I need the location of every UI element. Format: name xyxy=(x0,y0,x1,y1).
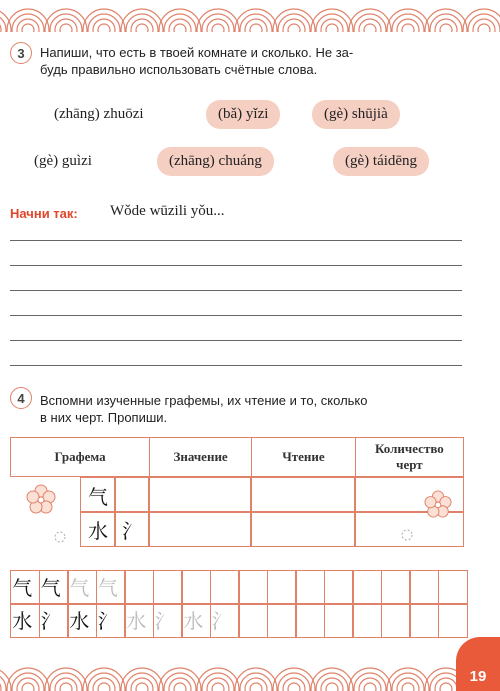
practice-cell[interactable] xyxy=(238,570,268,605)
task-4-instruction-line2: в них черт. Пропиши. xyxy=(40,410,168,425)
practice-cell[interactable] xyxy=(238,603,268,638)
practice-cell[interactable] xyxy=(153,570,183,605)
meaning-cell[interactable] xyxy=(148,477,252,513)
grapheme-char: 水 xyxy=(88,518,108,543)
dotted-circle-icon xyxy=(400,528,414,542)
practice-cell[interactable] xyxy=(352,570,382,605)
measure-word: (gè) táidēng xyxy=(333,147,429,176)
writing-line[interactable] xyxy=(10,290,462,291)
practice-glyph: 氵 xyxy=(40,609,61,633)
reading-cell[interactable] xyxy=(250,511,356,547)
task-4-number: 4 xyxy=(10,387,32,409)
practice-cell[interactable] xyxy=(181,570,211,605)
practice-glyph: 水 xyxy=(126,609,147,633)
practice-glyph: 气 xyxy=(69,576,90,600)
writing-line[interactable] xyxy=(10,240,462,241)
practice-glyph: 气 xyxy=(97,576,118,600)
practice-cell[interactable] xyxy=(438,570,468,605)
flower-icon xyxy=(424,490,452,518)
practice-glyph: 水 xyxy=(12,609,33,633)
practice-cell[interactable] xyxy=(210,570,240,605)
grapheme-part: 氵 xyxy=(122,518,142,543)
practice-cell[interactable] xyxy=(409,570,439,605)
top-decorative-band xyxy=(0,0,500,32)
header-meaning: Значение xyxy=(150,438,252,477)
reading-cell[interactable] xyxy=(250,477,356,513)
measure-word: (gè) shūjià xyxy=(312,100,400,129)
practice-cell[interactable] xyxy=(409,603,439,638)
practice-glyph: 氵 xyxy=(97,609,118,633)
practice-cell[interactable] xyxy=(381,603,411,638)
page-number: 19 xyxy=(456,637,500,691)
practice-glyph: 气 xyxy=(12,576,33,600)
practice-glyph: 水 xyxy=(183,609,204,633)
grapheme-table xyxy=(10,437,464,477)
flower-icon xyxy=(26,484,56,514)
task-3-instruction-line2: будь правильно использовать счётные слова. xyxy=(40,62,318,77)
practice-grid[interactable] xyxy=(10,570,466,638)
practice-cell[interactable] xyxy=(324,570,354,605)
task-4-instruction-line1: Вспомни изученные графемы, их чтение и то, сколько xyxy=(40,393,368,408)
header-stroke-count: Количество черт xyxy=(355,438,463,477)
practice-cell[interactable] xyxy=(267,603,297,638)
measure-word: (zhāng) chuáng xyxy=(157,147,274,176)
writing-line[interactable] xyxy=(10,340,462,341)
measure-word: (gè) guìzi xyxy=(34,153,92,169)
start-prefix: Начни так: xyxy=(10,206,78,221)
header-reading: Чтение xyxy=(252,438,356,477)
start-text: Wǒde wūzili yǒu... xyxy=(110,203,225,219)
dotted-circle-icon xyxy=(53,530,67,544)
writing-line[interactable] xyxy=(10,265,462,266)
practice-cell[interactable] xyxy=(438,603,468,638)
bottom-decorative-band xyxy=(0,655,500,691)
practice-glyph: 水 xyxy=(69,609,90,633)
meaning-cell[interactable] xyxy=(148,511,252,547)
practice-cell[interactable] xyxy=(295,570,325,605)
task-3-number: 3 xyxy=(10,42,32,64)
practice-cell[interactable] xyxy=(352,603,382,638)
header-grapheme: Графема xyxy=(11,438,150,477)
measure-word: (bǎ) yǐzi xyxy=(206,100,280,129)
practice-cell[interactable] xyxy=(267,570,297,605)
practice-glyph: 气 xyxy=(40,576,61,600)
writing-line[interactable] xyxy=(10,315,462,316)
practice-glyph: 氵 xyxy=(211,609,232,633)
practice-cell[interactable] xyxy=(381,570,411,605)
grapheme-part-cell[interactable] xyxy=(114,477,150,513)
practice-glyph: 氵 xyxy=(154,609,175,633)
measure-word: (zhāng) zhuōzi xyxy=(54,106,144,122)
practice-cell[interactable] xyxy=(324,603,354,638)
task-3-instruction-line1: Напиши, что есть в твоей комнате и сколько. Не за- xyxy=(40,45,354,60)
practice-cell[interactable] xyxy=(295,603,325,638)
grapheme-char: 气 xyxy=(88,484,108,509)
practice-cell[interactable] xyxy=(124,570,154,605)
writing-line[interactable] xyxy=(10,365,462,366)
